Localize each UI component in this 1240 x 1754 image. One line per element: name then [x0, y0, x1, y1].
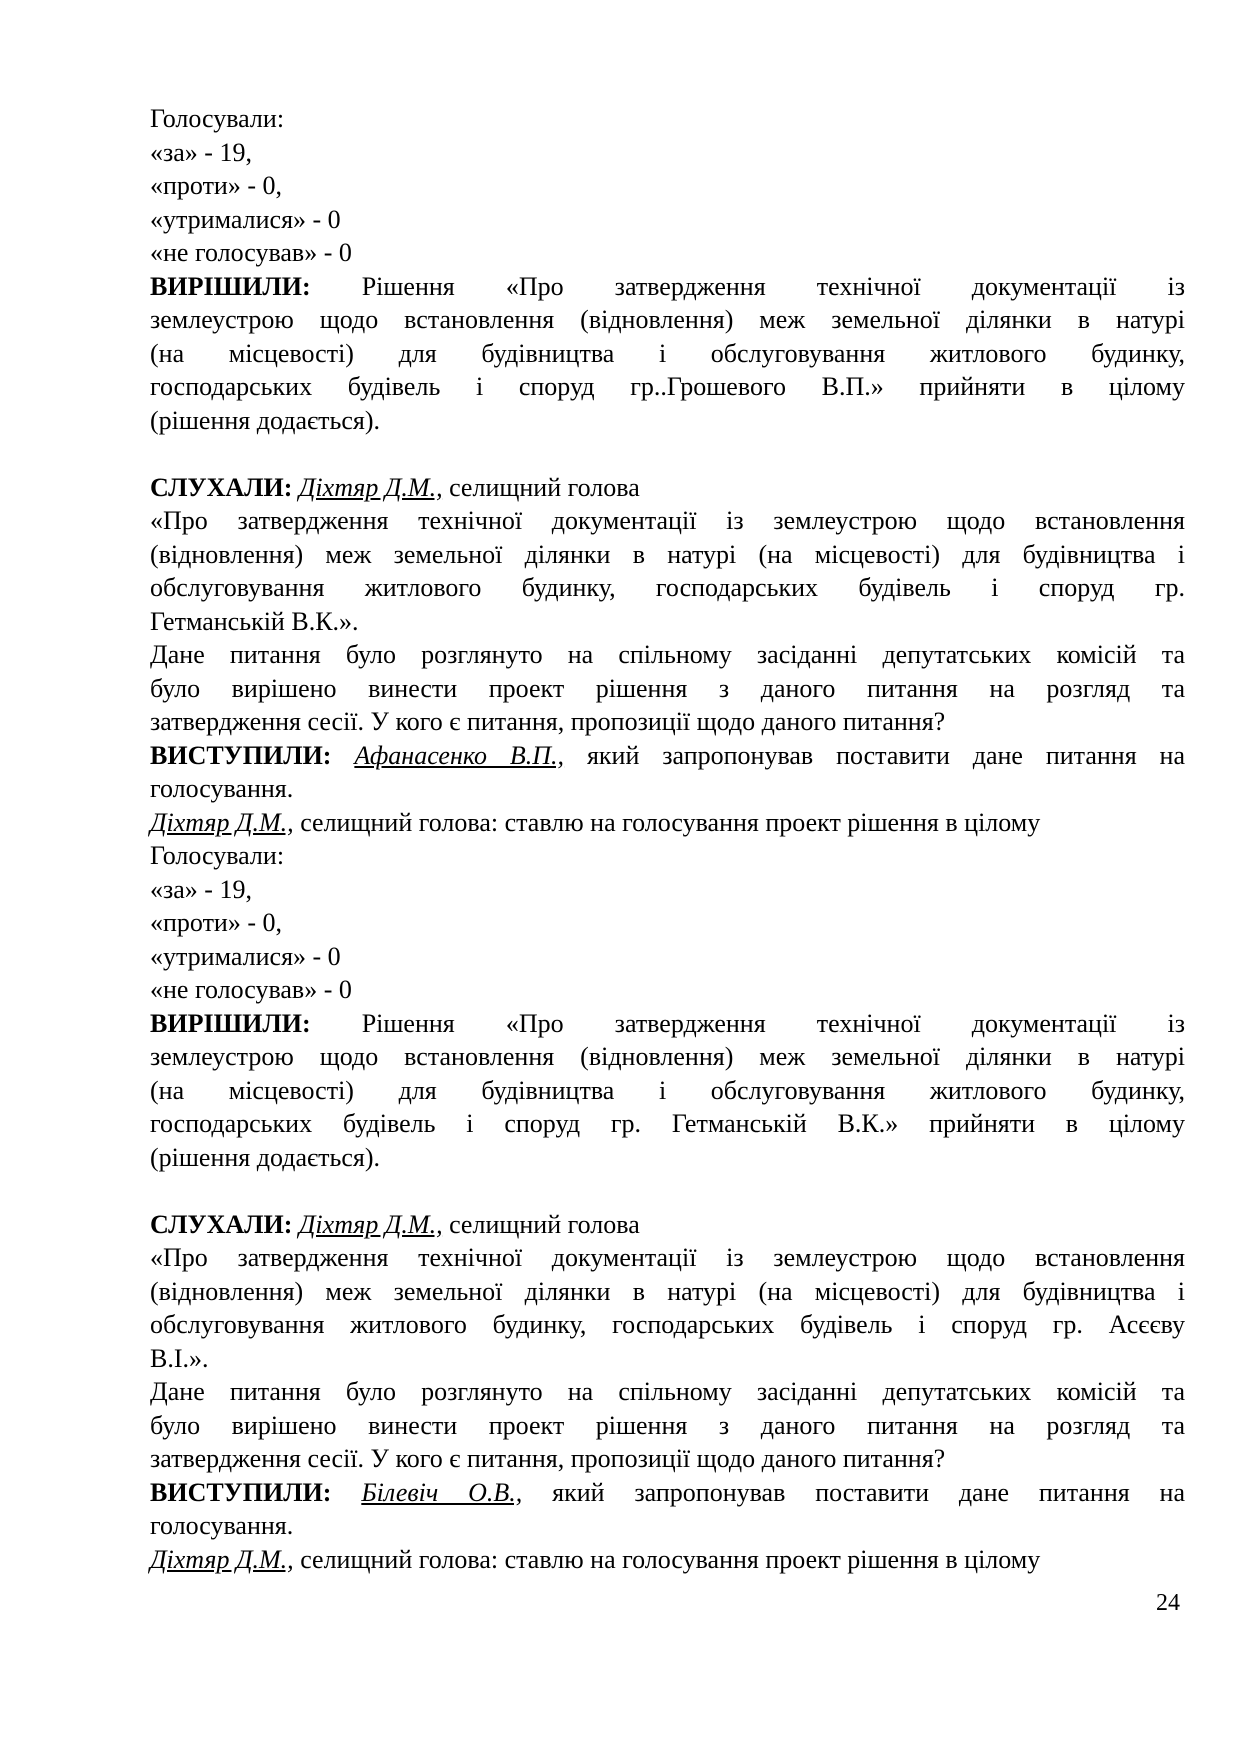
- decision-line: землеустрою щодо встановлення (відновлення) меж земельної ділянки в натурі: [150, 1042, 1185, 1071]
- chair-name: Діхтяр Д.М.,: [150, 807, 294, 837]
- speaker-name: Діхтяр Д.М.,: [298, 472, 443, 502]
- vote-against: «проти» - 0,: [150, 171, 283, 200]
- note-line: затвердження сесії. У кого є питання, пропозиції щодо даного питання?: [150, 1444, 946, 1473]
- speaker-role: селищний голова: [442, 1209, 640, 1239]
- topic-line: В.І.».: [150, 1343, 209, 1373]
- decision-text: Рішення «Про затвердження технічної документації із: [310, 271, 1185, 301]
- note-line: Дане питання було розглянуто на спільному засіданні депутатських комісій та: [150, 1377, 1185, 1406]
- chair-name: Діхтяр Д.М.,: [150, 1544, 294, 1574]
- note-line: було вирішено винести проект рішення з даного питання на розгляд та: [150, 673, 1185, 703]
- speaker-name: Діхтяр Д.М.,: [298, 1209, 443, 1239]
- heard-line: [150, 1208, 1185, 1242]
- topic-line: Гетманській В.К.».: [150, 606, 359, 636]
- decision-line: (на місцевості) для будівництва і обслуговування житлового будинку,: [150, 338, 1185, 368]
- chair-line: [150, 806, 1185, 840]
- heard-label: СЛУХАЛИ:: [150, 472, 293, 502]
- decision-line: (на місцевості) для будівництва і обслуговування житлового будинку,: [150, 1075, 1185, 1105]
- speaker-name: Білевіч О.В.,: [361, 1477, 523, 1507]
- spoke-label: ВИСТУПИЛИ:: [150, 740, 332, 770]
- chair-text: селищний голова: ставлю на голосування проект рішення в цілому: [293, 1544, 1041, 1574]
- topic-line: (відновлення) меж земельної ділянки в натурі (на місцевості) для будівництва і: [150, 539, 1185, 569]
- vote-not-voted: «не голосував» - 0: [150, 975, 352, 1004]
- topic-line: «Про затвердження технічної документації із землеустрою щодо встановлення: [150, 1243, 1185, 1272]
- vote-abstained: «утрималися» - 0: [150, 204, 341, 234]
- chair-text: селищний голова: ставлю на голосування проект рішення в цілому: [293, 807, 1041, 837]
- topic-line: «Про затвердження технічної документації із землеустрою щодо встановлення: [150, 506, 1185, 535]
- topic-line: обслуговування житлового будинку, господарських будівель і споруд гр.: [150, 573, 1185, 602]
- decision-text: Рішення «Про затвердження технічної документації із: [310, 1008, 1185, 1038]
- decision-line: землеустрою щодо встановлення (відновлення) меж земельної ділянки в натурі: [150, 305, 1185, 334]
- speaker-role: селищний голова: [442, 472, 640, 502]
- voted-heading: Голосували:: [150, 104, 285, 133]
- decision-line: господарських будівель і споруд гр..Грошевого В.П.» прийняти в цілому: [150, 372, 1185, 401]
- heard-label: СЛУХАЛИ:: [150, 1209, 293, 1239]
- heard-line: [150, 471, 1185, 505]
- topic-line: (відновлення) меж земельної ділянки в натурі (на місцевості) для будівництва і: [150, 1276, 1185, 1306]
- spoke-label: ВИСТУПИЛИ:: [150, 1477, 332, 1507]
- decision-line: [150, 1007, 1185, 1041]
- document-page: [150, 102, 1185, 1576]
- vote-abstained: «утрималися» - 0: [150, 941, 341, 971]
- decision-line: господарських будівель і споруд гр. Гетманській В.К.» прийняти в цілому: [150, 1109, 1185, 1138]
- vote-not-voted: «не голосував» - 0: [150, 238, 352, 267]
- spoke-text: який запропонував поставити дане питання на: [564, 740, 1186, 770]
- decision-line: (рішення додається).: [150, 1142, 381, 1172]
- note-line: затвердження сесії. У кого є питання, пропозиції щодо даного питання?: [150, 707, 946, 736]
- spoke-line: голосування.: [150, 774, 294, 803]
- decided-label: ВИРІШИЛИ:: [150, 1008, 311, 1038]
- spoke-line: [150, 739, 1185, 773]
- spoke-line: голосування.: [150, 1511, 294, 1540]
- spoke-line: [150, 1476, 1185, 1510]
- decided-label: ВИРІШИЛИ:: [150, 271, 311, 301]
- decision-line: (рішення додається).: [150, 405, 381, 435]
- page-number: 24: [1156, 1590, 1180, 1616]
- speaker-name: Афанасенко В.П.,: [354, 740, 565, 770]
- chair-line: [150, 1543, 1185, 1577]
- vote-for: «за» - 19,: [150, 874, 252, 904]
- decision-line: [150, 270, 1185, 304]
- vote-against: «проти» - 0,: [150, 908, 283, 937]
- note-line: було вирішено винести проект рішення з даного питання на розгляд та: [150, 1410, 1185, 1440]
- topic-line: обслуговування житлового будинку, господарських будівель і споруд гр. Асєєву: [150, 1310, 1185, 1339]
- note-line: Дане питання було розглянуто на спільному засіданні депутатських комісій та: [150, 640, 1185, 669]
- spoke-text: який запропонував поставити дане питання на: [522, 1477, 1186, 1507]
- voted-heading: Голосували:: [150, 841, 285, 870]
- vote-for: «за» - 19,: [150, 137, 252, 167]
